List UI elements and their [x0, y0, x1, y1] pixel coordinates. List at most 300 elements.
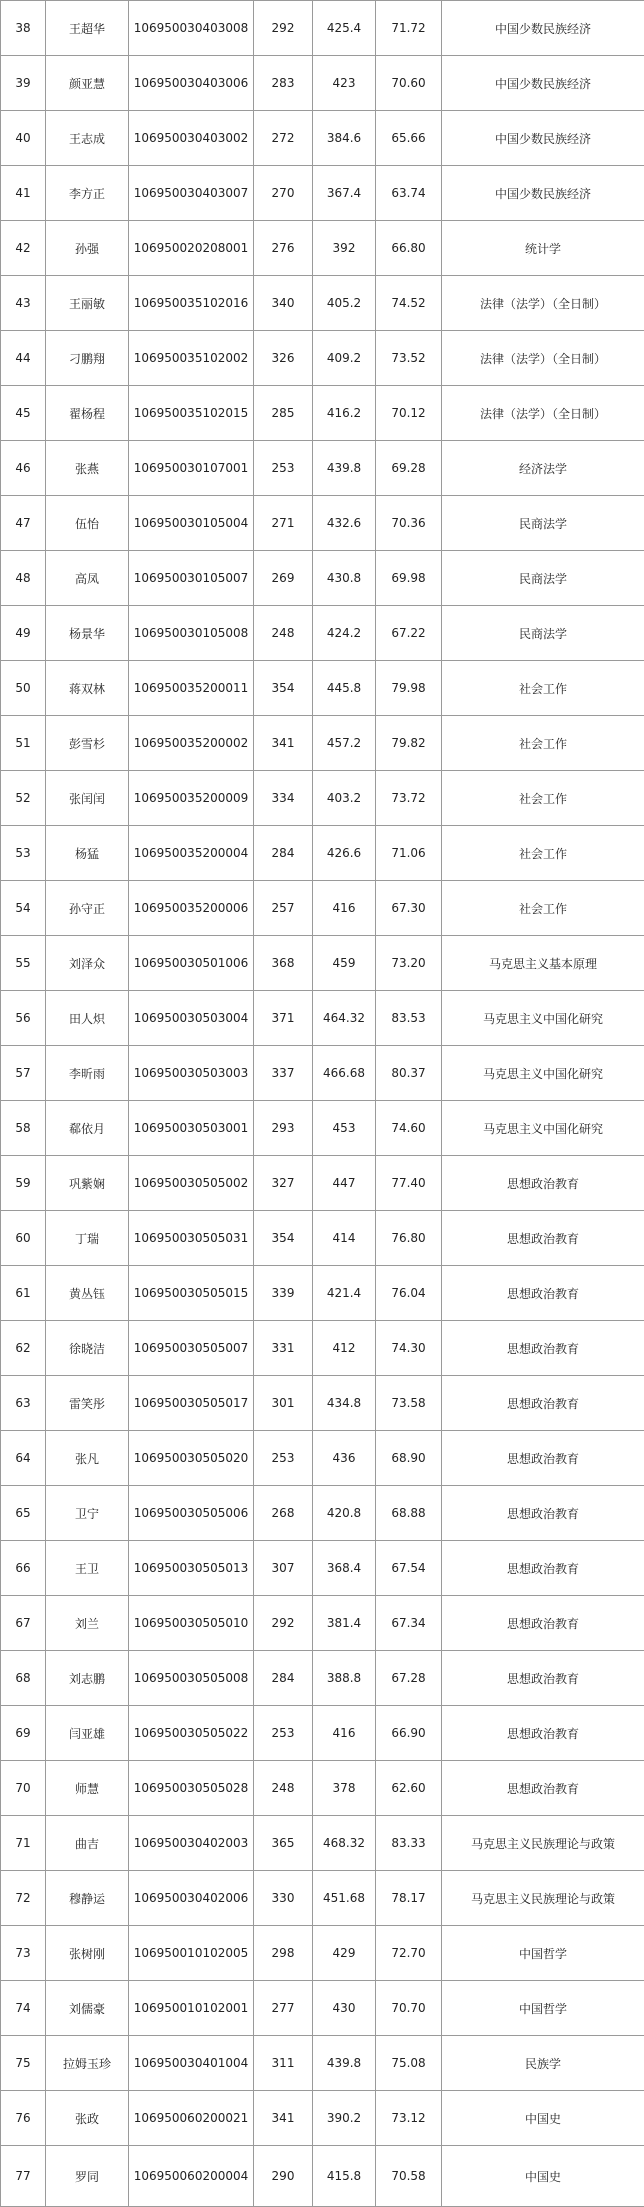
candidate-name-cell: 穆静运	[46, 1871, 129, 1926]
table-body	[1, 1, 644, 2207]
major-cell: 社会工作	[442, 771, 644, 826]
initial-score-cell: 292	[254, 1, 313, 56]
row-number-cell: 51	[1, 716, 46, 771]
table-row	[1, 56, 644, 111]
row-number-cell: 55	[1, 936, 46, 991]
candidate-id-cell: 106950030505006	[129, 1486, 254, 1541]
candidate-name-cell: 刘儒豪	[46, 1981, 129, 2036]
retest-score-cell: 384.6	[313, 111, 376, 166]
candidate-name-cell: 卫宁	[46, 1486, 129, 1541]
row-number-cell: 73	[1, 1926, 46, 1981]
table-row	[1, 496, 644, 551]
row-number-cell: 64	[1, 1431, 46, 1486]
retest-score-cell: 415.8	[313, 2146, 376, 2207]
major-cell: 法律（法学）（全日制）	[442, 386, 644, 441]
candidate-name-cell: 刘泽众	[46, 936, 129, 991]
candidate-id-cell: 106950030505017	[129, 1376, 254, 1431]
table-row	[1, 551, 644, 606]
row-number-cell: 74	[1, 1981, 46, 2036]
candidate-id-cell: 106950030505013	[129, 1541, 254, 1596]
table-row	[1, 1651, 644, 1706]
table-row	[1, 111, 644, 166]
candidate-id-cell: 106950030505010	[129, 1596, 254, 1651]
candidate-name-cell: 丁瑞	[46, 1211, 129, 1266]
row-number-cell: 72	[1, 1871, 46, 1926]
retest-score-cell: 378	[313, 1761, 376, 1816]
candidate-name-cell: 闫亚雄	[46, 1706, 129, 1761]
candidate-name-cell: 翟杨程	[46, 386, 129, 441]
initial-score-cell: 293	[254, 1101, 313, 1156]
row-number-cell: 69	[1, 1706, 46, 1761]
candidate-id-cell: 106950035200004	[129, 826, 254, 881]
initial-score-cell: 371	[254, 991, 313, 1046]
candidate-id-cell: 106950030505015	[129, 1266, 254, 1321]
initial-score-cell: 248	[254, 606, 313, 661]
total-score-cell: 73.72	[376, 771, 442, 826]
total-score-cell: 75.08	[376, 2036, 442, 2091]
candidate-name-cell: 黄丛钰	[46, 1266, 129, 1321]
table-row	[1, 1926, 644, 1981]
retest-score-cell: 425.4	[313, 1, 376, 56]
initial-score-cell: 284	[254, 1651, 313, 1706]
row-number-cell: 70	[1, 1761, 46, 1816]
initial-score-cell: 340	[254, 276, 313, 331]
table-row	[1, 716, 644, 771]
row-number-cell: 77	[1, 2146, 46, 2207]
initial-score-cell: 327	[254, 1156, 313, 1211]
major-cell: 思想政治教育	[442, 1321, 644, 1376]
candidate-id-cell: 106950030503004	[129, 991, 254, 1046]
total-score-cell: 68.90	[376, 1431, 442, 1486]
retest-score-cell: 432.6	[313, 496, 376, 551]
retest-score-cell: 368.4	[313, 1541, 376, 1596]
retest-score-cell: 421.4	[313, 1266, 376, 1321]
initial-score-cell: 301	[254, 1376, 313, 1431]
major-cell: 中国少数民族经济	[442, 1, 644, 56]
major-cell: 思想政治教育	[442, 1486, 644, 1541]
table-row	[1, 386, 644, 441]
total-score-cell: 78.17	[376, 1871, 442, 1926]
major-cell: 中国史	[442, 2091, 644, 2146]
major-cell: 民商法学	[442, 496, 644, 551]
table-row	[1, 1266, 644, 1321]
initial-score-cell: 272	[254, 111, 313, 166]
candidate-name-cell: 李昕雨	[46, 1046, 129, 1101]
candidate-name-cell: 张闰闰	[46, 771, 129, 826]
row-number-cell: 48	[1, 551, 46, 606]
initial-score-cell: 298	[254, 1926, 313, 1981]
retest-score-cell: 405.2	[313, 276, 376, 331]
candidate-name-cell: 彭雪杉	[46, 716, 129, 771]
major-cell: 思想政治教育	[442, 1596, 644, 1651]
initial-score-cell: 365	[254, 1816, 313, 1871]
total-score-cell: 73.12	[376, 2091, 442, 2146]
total-score-cell: 69.98	[376, 551, 442, 606]
total-score-cell: 77.40	[376, 1156, 442, 1211]
candidate-id-cell: 106950030503003	[129, 1046, 254, 1101]
major-cell: 马克思主义中国化研究	[442, 1046, 644, 1101]
total-score-cell: 71.72	[376, 1, 442, 56]
total-score-cell: 62.60	[376, 1761, 442, 1816]
candidate-name-cell: 李方正	[46, 166, 129, 221]
table-row	[1, 936, 644, 991]
initial-score-cell: 330	[254, 1871, 313, 1926]
major-cell: 民族学	[442, 2036, 644, 2091]
total-score-cell: 67.28	[376, 1651, 442, 1706]
major-cell: 统计学	[442, 221, 644, 276]
candidate-id-cell: 106950030505002	[129, 1156, 254, 1211]
candidate-name-cell: 伍怡	[46, 496, 129, 551]
candidate-id-cell: 106950030402003	[129, 1816, 254, 1871]
candidate-id-cell: 106950010102001	[129, 1981, 254, 2036]
candidate-id-cell: 106950030403002	[129, 111, 254, 166]
initial-score-cell: 284	[254, 826, 313, 881]
total-score-cell: 67.54	[376, 1541, 442, 1596]
major-cell: 思想政治教育	[442, 1706, 644, 1761]
initial-score-cell: 270	[254, 166, 313, 221]
total-score-cell: 72.70	[376, 1926, 442, 1981]
table-row	[1, 221, 644, 276]
initial-score-cell: 269	[254, 551, 313, 606]
retest-score-cell: 457.2	[313, 716, 376, 771]
table-row	[1, 166, 644, 221]
table-row	[1, 1596, 644, 1651]
major-cell: 中国少数民族经济	[442, 166, 644, 221]
major-cell: 马克思主义基本原理	[442, 936, 644, 991]
row-number-cell: 56	[1, 991, 46, 1046]
retest-score-cell: 388.8	[313, 1651, 376, 1706]
total-score-cell: 71.06	[376, 826, 442, 881]
candidate-id-cell: 106950030401004	[129, 2036, 254, 2091]
candidate-id-cell: 106950030505020	[129, 1431, 254, 1486]
major-cell: 中国少数民族经济	[442, 56, 644, 111]
total-score-cell: 76.80	[376, 1211, 442, 1266]
row-number-cell: 39	[1, 56, 46, 111]
retest-score-cell: 367.4	[313, 166, 376, 221]
table-row	[1, 1376, 644, 1431]
candidate-id-cell: 106950020208001	[129, 221, 254, 276]
candidate-name-cell: 徐晓洁	[46, 1321, 129, 1376]
retest-score-cell: 390.2	[313, 2091, 376, 2146]
candidate-id-cell: 106950010102005	[129, 1926, 254, 1981]
candidate-id-cell: 106950030403006	[129, 56, 254, 111]
table-row	[1, 2146, 644, 2207]
row-number-cell: 40	[1, 111, 46, 166]
total-score-cell: 68.88	[376, 1486, 442, 1541]
major-cell: 马克思主义中国化研究	[442, 1101, 644, 1156]
initial-score-cell: 307	[254, 1541, 313, 1596]
retest-score-cell: 459	[313, 936, 376, 991]
initial-score-cell: 277	[254, 1981, 313, 2036]
table-row	[1, 1486, 644, 1541]
total-score-cell: 83.33	[376, 1816, 442, 1871]
table-row	[1, 881, 644, 936]
candidate-id-cell: 106950035102015	[129, 386, 254, 441]
initial-score-cell: 253	[254, 441, 313, 496]
row-number-cell: 67	[1, 1596, 46, 1651]
candidate-id-cell: 106950030403008	[129, 1, 254, 56]
row-number-cell: 46	[1, 441, 46, 496]
candidate-name-cell: 王超华	[46, 1, 129, 56]
total-score-cell: 67.34	[376, 1596, 442, 1651]
retest-score-cell: 464.32	[313, 991, 376, 1046]
candidate-name-cell: 师慧	[46, 1761, 129, 1816]
retest-score-cell: 429	[313, 1926, 376, 1981]
candidate-name-cell: 颜亚慧	[46, 56, 129, 111]
row-number-cell: 54	[1, 881, 46, 936]
table-row	[1, 606, 644, 661]
candidate-name-cell: 张燕	[46, 441, 129, 496]
major-cell: 思想政治教育	[442, 1651, 644, 1706]
retest-score-cell: 403.2	[313, 771, 376, 826]
major-cell: 中国哲学	[442, 1981, 644, 2036]
row-number-cell: 52	[1, 771, 46, 826]
table-row	[1, 991, 644, 1046]
table-row	[1, 1431, 644, 1486]
retest-score-cell: 392	[313, 221, 376, 276]
total-score-cell: 73.52	[376, 331, 442, 386]
row-number-cell: 50	[1, 661, 46, 716]
candidate-name-cell: 杨景华	[46, 606, 129, 661]
total-score-cell: 67.22	[376, 606, 442, 661]
retest-score-cell: 430	[313, 1981, 376, 2036]
candidate-name-cell: 雷笑彤	[46, 1376, 129, 1431]
candidate-id-cell: 106950060200021	[129, 2091, 254, 2146]
candidate-name-cell: 孙强	[46, 221, 129, 276]
retest-score-cell: 439.8	[313, 2036, 376, 2091]
candidate-name-cell: 张凡	[46, 1431, 129, 1486]
total-score-cell: 74.60	[376, 1101, 442, 1156]
table-row	[1, 1211, 644, 1266]
total-score-cell: 67.30	[376, 881, 442, 936]
major-cell: 社会工作	[442, 826, 644, 881]
candidate-name-cell: 高凤	[46, 551, 129, 606]
total-score-cell: 70.58	[376, 2146, 442, 2207]
retest-score-cell: 409.2	[313, 331, 376, 386]
candidate-name-cell: 张政	[46, 2091, 129, 2146]
candidate-name-cell: 刁鹏翔	[46, 331, 129, 386]
candidate-id-cell: 106950030105008	[129, 606, 254, 661]
initial-score-cell: 331	[254, 1321, 313, 1376]
major-cell: 中国少数民族经济	[442, 111, 644, 166]
candidate-name-cell: 曲吉	[46, 1816, 129, 1871]
total-score-cell: 66.80	[376, 221, 442, 276]
retest-score-cell: 466.68	[313, 1046, 376, 1101]
retest-score-cell: 424.2	[313, 606, 376, 661]
initial-score-cell: 334	[254, 771, 313, 826]
row-number-cell: 53	[1, 826, 46, 881]
retest-score-cell: 381.4	[313, 1596, 376, 1651]
major-cell: 思想政治教育	[442, 1211, 644, 1266]
retest-score-cell: 436	[313, 1431, 376, 1486]
retest-score-cell: 439.8	[313, 441, 376, 496]
candidate-name-cell: 蒋双林	[46, 661, 129, 716]
row-number-cell: 66	[1, 1541, 46, 1596]
candidate-id-cell: 106950030505008	[129, 1651, 254, 1706]
candidate-name-cell: 拉姆玉珍	[46, 2036, 129, 2091]
initial-score-cell: 339	[254, 1266, 313, 1321]
retest-score-cell: 434.8	[313, 1376, 376, 1431]
initial-score-cell: 248	[254, 1761, 313, 1816]
retest-score-cell: 430.8	[313, 551, 376, 606]
row-number-cell: 42	[1, 221, 46, 276]
row-number-cell: 43	[1, 276, 46, 331]
candidate-name-cell: 郗依月	[46, 1101, 129, 1156]
total-score-cell: 70.12	[376, 386, 442, 441]
candidate-id-cell: 106950060200004	[129, 2146, 254, 2207]
initial-score-cell: 268	[254, 1486, 313, 1541]
total-score-cell: 65.66	[376, 111, 442, 166]
total-score-cell: 73.58	[376, 1376, 442, 1431]
table-row	[1, 2091, 644, 2146]
row-number-cell: 58	[1, 1101, 46, 1156]
major-cell: 思想政治教育	[442, 1761, 644, 1816]
table-row	[1, 276, 644, 331]
total-score-cell: 70.36	[376, 496, 442, 551]
table-row	[1, 661, 644, 716]
initial-score-cell: 257	[254, 881, 313, 936]
retest-score-cell: 453	[313, 1101, 376, 1156]
retest-score-cell: 416	[313, 1706, 376, 1761]
initial-score-cell: 326	[254, 331, 313, 386]
retest-score-cell: 451.68	[313, 1871, 376, 1926]
major-cell: 社会工作	[442, 881, 644, 936]
table-row	[1, 1046, 644, 1101]
initial-score-cell: 253	[254, 1706, 313, 1761]
row-number-cell: 57	[1, 1046, 46, 1101]
total-score-cell: 63.74	[376, 166, 442, 221]
major-cell: 思想政治教育	[442, 1541, 644, 1596]
candidate-name-cell: 杨猛	[46, 826, 129, 881]
table-row	[1, 826, 644, 881]
row-number-cell: 61	[1, 1266, 46, 1321]
candidate-name-cell: 罗同	[46, 2146, 129, 2207]
candidate-id-cell: 106950035102016	[129, 276, 254, 331]
row-number-cell: 75	[1, 2036, 46, 2091]
retest-score-cell: 414	[313, 1211, 376, 1266]
major-cell: 中国哲学	[442, 1926, 644, 1981]
retest-score-cell: 416.2	[313, 386, 376, 441]
candidate-name-cell: 孙守正	[46, 881, 129, 936]
total-score-cell: 79.82	[376, 716, 442, 771]
total-score-cell: 76.04	[376, 1266, 442, 1321]
table-row	[1, 1321, 644, 1376]
retest-score-cell: 447	[313, 1156, 376, 1211]
initial-score-cell: 285	[254, 386, 313, 441]
table-row	[1, 1761, 644, 1816]
total-score-cell: 70.70	[376, 1981, 442, 2036]
candidate-name-cell: 王志成	[46, 111, 129, 166]
candidate-id-cell: 106950030501006	[129, 936, 254, 991]
table-row	[1, 1706, 644, 1761]
initial-score-cell: 337	[254, 1046, 313, 1101]
row-number-cell: 41	[1, 166, 46, 221]
total-score-cell: 83.53	[376, 991, 442, 1046]
candidate-id-cell: 106950030503001	[129, 1101, 254, 1156]
total-score-cell: 74.30	[376, 1321, 442, 1376]
initial-score-cell: 354	[254, 661, 313, 716]
retest-score-cell: 412	[313, 1321, 376, 1376]
major-cell: 思想政治教育	[442, 1266, 644, 1321]
candidate-id-cell: 106950035200006	[129, 881, 254, 936]
candidate-id-cell: 106950030105004	[129, 496, 254, 551]
candidate-id-cell: 106950030505028	[129, 1761, 254, 1816]
row-number-cell: 47	[1, 496, 46, 551]
candidate-name-cell: 田人炽	[46, 991, 129, 1046]
table-row	[1, 2036, 644, 2091]
table-row	[1, 1816, 644, 1871]
retest-score-cell: 426.6	[313, 826, 376, 881]
major-cell: 社会工作	[442, 661, 644, 716]
major-cell: 马克思主义中国化研究	[442, 991, 644, 1046]
initial-score-cell: 290	[254, 2146, 313, 2207]
candidate-id-cell: 106950030107001	[129, 441, 254, 496]
candidate-name-cell: 巩紫娴	[46, 1156, 129, 1211]
major-cell: 思想政治教育	[442, 1376, 644, 1431]
candidate-id-cell: 106950030505031	[129, 1211, 254, 1266]
total-score-cell: 73.20	[376, 936, 442, 991]
row-number-cell: 44	[1, 331, 46, 386]
total-score-cell: 70.60	[376, 56, 442, 111]
table-row	[1, 771, 644, 826]
retest-score-cell: 416	[313, 881, 376, 936]
major-cell: 思想政治教育	[442, 1431, 644, 1486]
initial-score-cell: 311	[254, 2036, 313, 2091]
total-score-cell: 74.52	[376, 276, 442, 331]
row-number-cell: 65	[1, 1486, 46, 1541]
candidate-id-cell: 106950030505007	[129, 1321, 254, 1376]
table-row	[1, 1981, 644, 2036]
major-cell: 法律（法学）（全日制）	[442, 276, 644, 331]
candidate-id-cell: 106950030403007	[129, 166, 254, 221]
candidate-name-cell: 王丽敏	[46, 276, 129, 331]
major-cell: 中国史	[442, 2146, 644, 2207]
row-number-cell: 59	[1, 1156, 46, 1211]
row-number-cell: 71	[1, 1816, 46, 1871]
candidate-id-cell: 106950030105007	[129, 551, 254, 606]
candidate-name-cell: 王卫	[46, 1541, 129, 1596]
row-number-cell: 63	[1, 1376, 46, 1431]
major-cell: 马克思主义民族理论与政策	[442, 1816, 644, 1871]
row-number-cell: 68	[1, 1651, 46, 1706]
total-score-cell: 79.98	[376, 661, 442, 716]
row-number-cell: 62	[1, 1321, 46, 1376]
major-cell: 民商法学	[442, 606, 644, 661]
candidate-id-cell: 106950035102002	[129, 331, 254, 386]
total-score-cell: 66.90	[376, 1706, 442, 1761]
initial-score-cell: 341	[254, 716, 313, 771]
table-row	[1, 1871, 644, 1926]
candidate-id-cell: 106950030402006	[129, 1871, 254, 1926]
major-cell: 民商法学	[442, 551, 644, 606]
row-number-cell: 76	[1, 2091, 46, 2146]
retest-score-cell: 423	[313, 56, 376, 111]
table-row	[1, 441, 644, 496]
initial-score-cell: 276	[254, 221, 313, 276]
initial-score-cell: 253	[254, 1431, 313, 1486]
candidate-name-cell: 刘兰	[46, 1596, 129, 1651]
retest-score-cell: 445.8	[313, 661, 376, 716]
row-number-cell: 60	[1, 1211, 46, 1266]
retest-score-cell: 420.8	[313, 1486, 376, 1541]
candidate-name-cell: 张树刚	[46, 1926, 129, 1981]
candidate-id-cell: 106950030505022	[129, 1706, 254, 1761]
initial-score-cell: 271	[254, 496, 313, 551]
table-row	[1, 1101, 644, 1156]
candidate-id-cell: 106950035200009	[129, 771, 254, 826]
initial-score-cell: 283	[254, 56, 313, 111]
major-cell: 思想政治教育	[442, 1156, 644, 1211]
